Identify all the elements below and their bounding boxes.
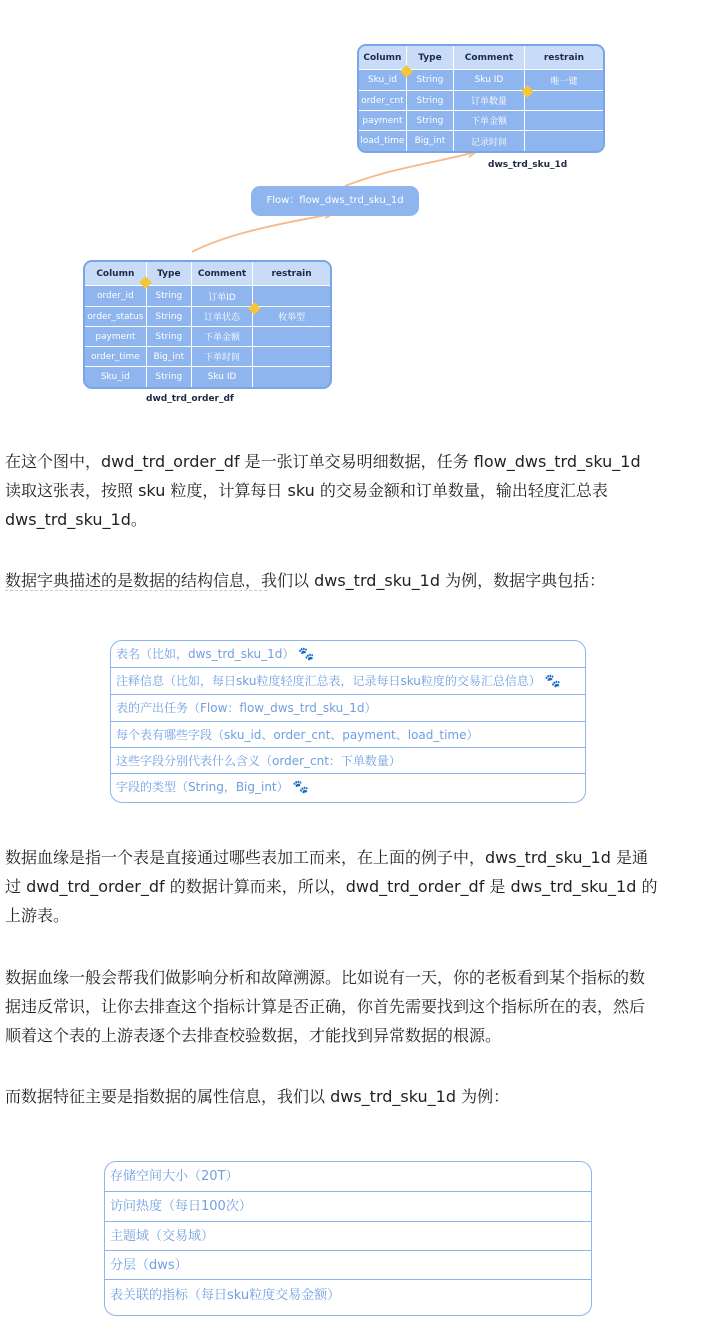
list-item — [111, 748, 585, 774]
cell: String — [407, 111, 454, 131]
cell: payment — [359, 111, 407, 131]
cell: Sku ID — [454, 70, 525, 91]
cell: 订单状态 — [192, 307, 253, 327]
table-row — [359, 131, 603, 151]
table-row — [85, 327, 330, 347]
text-line: 数据字典描述的是数据的结构信息，我们以 dws_trd_sku_1d 为例，数据字典包括： — [5, 571, 606, 590]
list-item-text: 存储空间大小（20T） — [110, 1169, 239, 1184]
cell: 下单金额 — [192, 327, 253, 347]
list-item-text: 访问热度（每日100次） — [110, 1199, 252, 1214]
cell: 记录时间 — [454, 131, 525, 151]
list-item — [111, 774, 585, 801]
source-table — [83, 260, 332, 389]
list-item — [105, 1192, 591, 1222]
cell: Sku ID — [192, 367, 253, 387]
cell: String — [407, 70, 454, 91]
list-item-text: 表的产出任务（Flow：flow_dws_trd_sku_1d） — [116, 701, 377, 715]
list-item-text: 每个表有哪些字段（sku_id、order_cnt、payment、load_time） — [116, 728, 479, 742]
cell — [525, 91, 603, 111]
text-line: 数据血缘一般会帮我们做影响分析和故障溯源。比如说有一天，你的老板看到某个指标的数 — [5, 968, 646, 987]
paragraph-lineage — [5, 843, 695, 930]
cell: 唯一键 — [525, 70, 603, 91]
paw-icon: 🐾 — [298, 647, 315, 662]
cell: Sku_id — [85, 367, 147, 387]
cell: payment — [85, 327, 147, 347]
table-row — [85, 367, 330, 387]
list-item-text: 注释信息（比如，每日sku粒度轻度汇总表，记录每日sku粒度的交易汇总信息） — [116, 674, 541, 688]
header-comment: Comment — [454, 46, 525, 70]
cell — [253, 327, 330, 347]
target-table — [357, 44, 605, 153]
table-row — [85, 286, 330, 307]
list-item-text: 分层（dws） — [110, 1258, 188, 1273]
paragraph-lineage-usage — [5, 963, 695, 1050]
data-dictionary-box — [110, 640, 586, 803]
list-item-text: 表名（比如，dws_trd_sku_1d） — [116, 647, 295, 661]
source-table-caption: dwd_trd_order_df — [146, 394, 234, 404]
list-item-text: 这些字段分别代表什么含义（order_cnt：下单数量） — [116, 754, 401, 768]
cell: order_time — [85, 347, 147, 367]
table-row — [359, 91, 603, 111]
table-row — [359, 111, 603, 131]
text-line: 在这个图中，dwd_trd_order_df 是一张订单交易明细数据，任务 flow_dws_trd_sku_1d — [5, 452, 641, 471]
header-column: Column — [359, 46, 407, 70]
text-line: 据违反常识，让你去排查这个指标计算是否正确，你首先需要找到这个指标所在的表，然后 — [5, 997, 646, 1016]
list-item — [111, 722, 585, 748]
text-line: 读取这张表，按照 sku 粒度，计算每日 sku 的交易金额和订单数量，输出轻度汇总表 — [5, 481, 608, 500]
table-row — [85, 307, 330, 327]
text-line: 而数据特征主要是指数据的属性信息，我们以 dws_trd_sku_1d 为例： — [5, 1087, 510, 1106]
cell: String — [147, 307, 192, 327]
list-item-text: 表关联的指标（每日sku粒度交易金额） — [110, 1288, 341, 1303]
dotted-underline — [5, 590, 267, 591]
header-column: Column — [85, 262, 147, 286]
text-line: 上游表。 — [5, 906, 70, 925]
table-row — [85, 347, 330, 367]
list-item — [111, 641, 585, 668]
list-item — [105, 1280, 591, 1311]
table-row — [359, 70, 603, 91]
text-line: dws_trd_sku_1d。 — [5, 510, 147, 529]
list-item — [105, 1222, 591, 1251]
paw-icon: 🐾 — [292, 780, 309, 795]
arrow-flow-to-target — [345, 152, 475, 186]
text-line: 数据血缘是指一个表是直接通过哪些表加工而来，在上面的例子中，dws_trd_sku_1d 是通 — [5, 848, 648, 867]
arrow-source-to-flow — [192, 214, 332, 252]
cell: String — [147, 327, 192, 347]
cell: Big_int — [407, 131, 454, 151]
cell — [525, 111, 603, 131]
paragraph-intro — [5, 447, 695, 534]
paragraph-features — [5, 1082, 695, 1111]
cell — [253, 367, 330, 387]
data-feature-box — [104, 1161, 592, 1316]
list-item — [111, 695, 585, 722]
cell: Big_int — [147, 347, 192, 367]
header-type: Type — [147, 262, 192, 286]
cell: 订单数量 — [454, 91, 525, 111]
paw-icon: 🐾 — [544, 674, 562, 689]
cell: 下单金额 — [454, 111, 525, 131]
flow-task-box: Flow：flow_dws_trd_sku_1d — [251, 186, 419, 216]
cell: 下单时间 — [192, 347, 253, 367]
list-item-text: 主题域（交易域） — [110, 1229, 215, 1244]
text-line: 过 dwd_trd_order_df 的数据计算而来，所以，dwd_trd_order_df 是 dws_trd_sku_1d 的 — [5, 877, 658, 896]
cell: order_id — [85, 286, 147, 307]
text-line: 顺着这个表的上游表逐个去排查校验数据，才能找到异常数据的根源。 — [5, 1026, 502, 1045]
list-item — [105, 1162, 591, 1192]
cell: String — [147, 286, 192, 307]
cell: order_cnt — [359, 91, 407, 111]
target-table-caption: dws_trd_sku_1d — [488, 160, 568, 170]
list-item-text: 字段的类型（String，Big_int） — [116, 780, 289, 794]
header-restrain: restrain — [253, 262, 330, 286]
header-restrain: restrain — [525, 46, 603, 70]
cell: 订单ID — [192, 286, 253, 307]
cell: String — [407, 91, 454, 111]
cell — [253, 347, 330, 367]
cell — [253, 286, 330, 307]
header-comment: Comment — [192, 262, 253, 286]
cell — [525, 131, 603, 151]
cell: Sku_id — [359, 70, 407, 91]
list-item — [105, 1251, 591, 1280]
cell: order_status — [85, 307, 147, 327]
cell: load_time — [359, 131, 407, 151]
cell: String — [147, 367, 192, 387]
header-type: Type — [407, 46, 454, 70]
cell: 枚举型 — [253, 307, 330, 327]
list-item — [111, 668, 585, 695]
